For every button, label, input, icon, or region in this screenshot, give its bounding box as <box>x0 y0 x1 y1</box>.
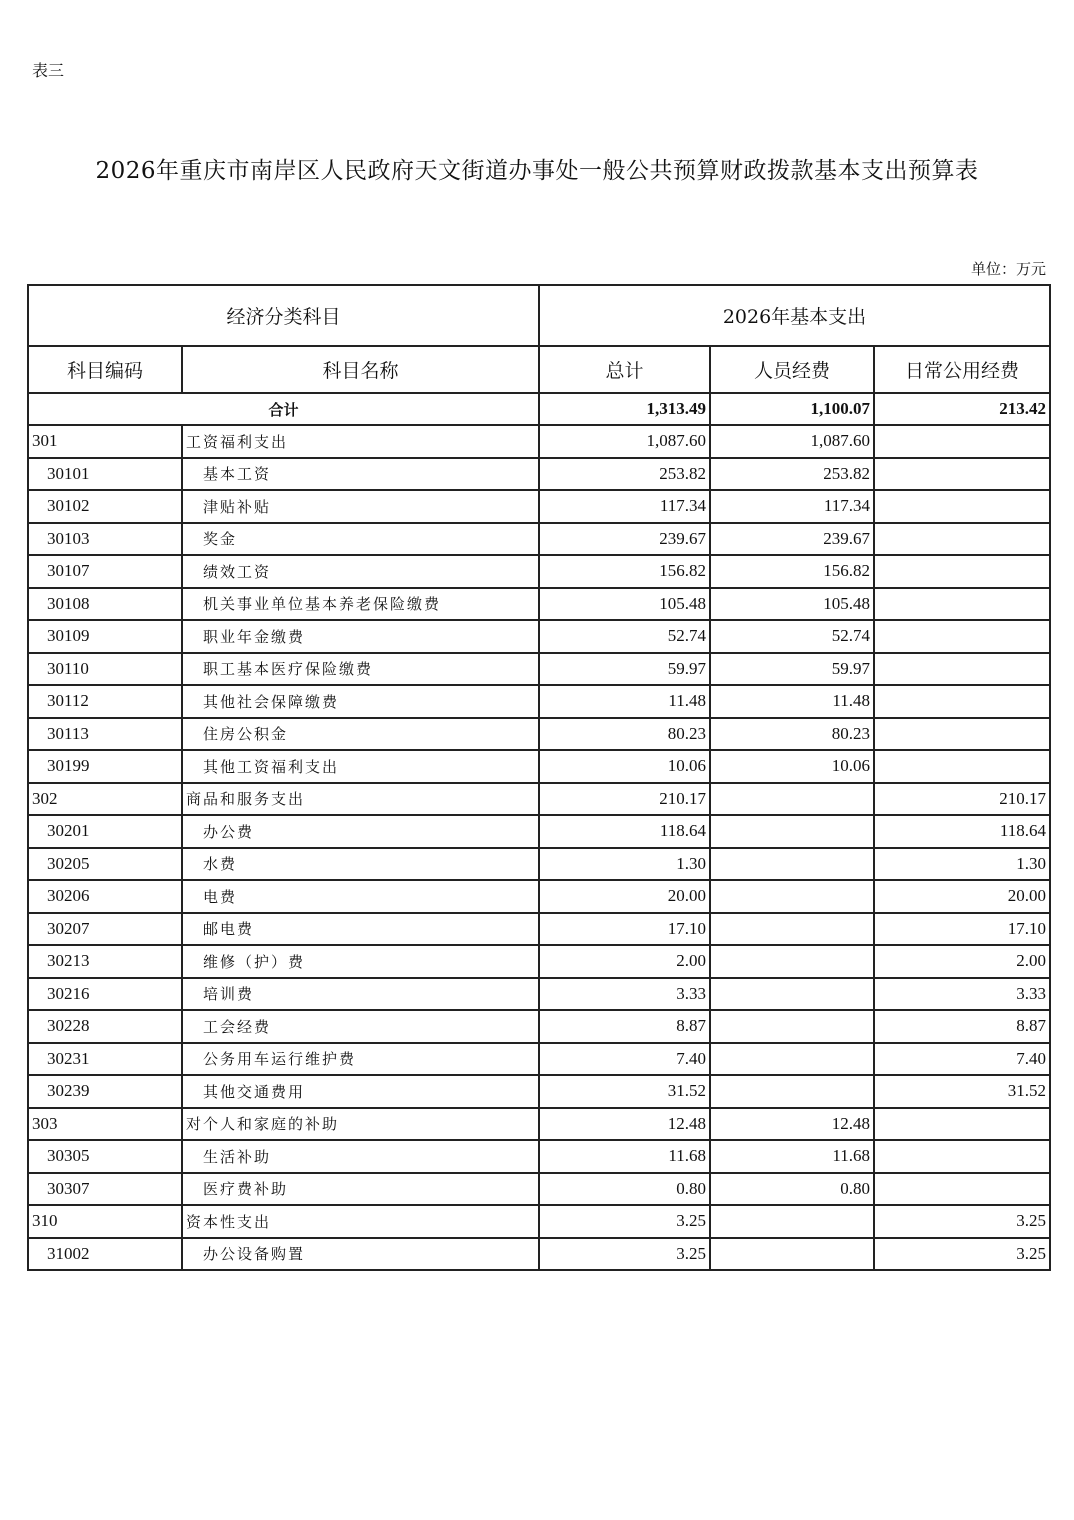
header-public: 日常公用经费 <box>874 346 1050 393</box>
row-name: 奖金 <box>182 523 539 556</box>
table-row <box>28 1238 1050 1271</box>
table-row <box>28 1173 1050 1206</box>
row-public: 3.33 <box>874 978 1050 1011</box>
row-public <box>874 685 1050 718</box>
row-name: 其他工资福利支出 <box>182 750 539 783</box>
row-public: 2.00 <box>874 945 1050 978</box>
row-name: 津贴补贴 <box>182 490 539 523</box>
row-public <box>874 1173 1050 1206</box>
row-name: 生活补助 <box>182 1140 539 1173</box>
row-public: 17.10 <box>874 913 1050 946</box>
table-row <box>28 880 1050 913</box>
row-public <box>874 490 1050 523</box>
row-code: 30206 <box>28 880 182 913</box>
row-name: 邮电费 <box>182 913 539 946</box>
row-public <box>874 1108 1050 1141</box>
header-row-columns <box>28 346 1050 393</box>
table-row <box>28 1140 1050 1173</box>
table-row <box>28 490 1050 523</box>
table-row <box>28 523 1050 556</box>
row-total: 2.00 <box>539 945 710 978</box>
row-total: 10.06 <box>539 750 710 783</box>
row-code: 30201 <box>28 815 182 848</box>
row-name: 工会经费 <box>182 1010 539 1043</box>
row-name: 对个人和家庭的补助 <box>182 1108 539 1141</box>
table-row <box>28 1043 1050 1076</box>
header-code: 科目编码 <box>28 346 182 393</box>
row-personnel: 117.34 <box>710 490 874 523</box>
row-name: 机关事业单位基本养老保险缴费 <box>182 588 539 621</box>
row-total: 156.82 <box>539 555 710 588</box>
row-total: 117.34 <box>539 490 710 523</box>
row-personnel <box>710 945 874 978</box>
row-code: 30231 <box>28 1043 182 1076</box>
row-total: 239.67 <box>539 523 710 556</box>
row-personnel <box>710 1205 874 1238</box>
table-row <box>28 718 1050 751</box>
row-name: 商品和服务支出 <box>182 783 539 816</box>
row-public: 20.00 <box>874 880 1050 913</box>
row-public: 118.64 <box>874 815 1050 848</box>
table-row <box>28 945 1050 978</box>
row-name: 培训费 <box>182 978 539 1011</box>
row-name: 办公费 <box>182 815 539 848</box>
header-personnel: 人员经费 <box>710 346 874 393</box>
row-name: 电费 <box>182 880 539 913</box>
row-code: 30109 <box>28 620 182 653</box>
row-public <box>874 1140 1050 1173</box>
table-label: 表三 <box>32 61 65 80</box>
budget-table <box>27 284 1051 1271</box>
row-total: 1.30 <box>539 848 710 881</box>
row-name: 办公设备购置 <box>182 1238 539 1271</box>
row-total: 105.48 <box>539 588 710 621</box>
table-row <box>28 685 1050 718</box>
row-personnel <box>710 1043 874 1076</box>
total-row <box>28 393 1050 425</box>
row-personnel: 0.80 <box>710 1173 874 1206</box>
row-personnel: 59.97 <box>710 653 874 686</box>
row-personnel: 80.23 <box>710 718 874 751</box>
row-personnel: 10.06 <box>710 750 874 783</box>
row-public: 210.17 <box>874 783 1050 816</box>
header-row-group <box>28 285 1050 346</box>
row-personnel: 105.48 <box>710 588 874 621</box>
row-name: 其他社会保障缴费 <box>182 685 539 718</box>
total-total: 1,313.49 <box>539 393 710 425</box>
row-personnel <box>710 815 874 848</box>
table-row <box>28 1108 1050 1141</box>
table-row <box>28 783 1050 816</box>
row-name: 公务用车运行维护费 <box>182 1043 539 1076</box>
row-code: 310 <box>28 1205 182 1238</box>
row-total: 0.80 <box>539 1173 710 1206</box>
row-name: 住房公积金 <box>182 718 539 751</box>
row-personnel <box>710 880 874 913</box>
row-total: 118.64 <box>539 815 710 848</box>
header-economic-category: 经济分类科目 <box>28 285 539 346</box>
row-total: 31.52 <box>539 1075 710 1108</box>
page-title: 2026年重庆市南岸区人民政府天文街道办事处一般公共预算财政拨款基本支出预算表 <box>95 158 979 184</box>
table-row <box>28 425 1050 458</box>
row-public: 3.25 <box>874 1205 1050 1238</box>
row-name: 基本工资 <box>182 458 539 491</box>
row-personnel <box>710 783 874 816</box>
row-code: 30108 <box>28 588 182 621</box>
row-total: 52.74 <box>539 620 710 653</box>
table-row <box>28 1010 1050 1043</box>
table-row <box>28 458 1050 491</box>
table-row <box>28 653 1050 686</box>
row-public: 1.30 <box>874 848 1050 881</box>
table-row <box>28 555 1050 588</box>
row-personnel: 1,087.60 <box>710 425 874 458</box>
total-label: 合计 <box>28 393 539 425</box>
row-name: 维修（护）费 <box>182 945 539 978</box>
row-name: 绩效工资 <box>182 555 539 588</box>
row-code: 30307 <box>28 1173 182 1206</box>
row-total: 17.10 <box>539 913 710 946</box>
table-row <box>28 815 1050 848</box>
row-code: 30102 <box>28 490 182 523</box>
header-basic-expenditure: 2026年基本支出 <box>539 285 1050 346</box>
table-row <box>28 1205 1050 1238</box>
row-total: 210.17 <box>539 783 710 816</box>
row-personnel <box>710 913 874 946</box>
row-total: 12.48 <box>539 1108 710 1141</box>
table-row <box>28 750 1050 783</box>
row-public <box>874 425 1050 458</box>
table-row <box>28 588 1050 621</box>
row-public <box>874 555 1050 588</box>
row-total: 1,087.60 <box>539 425 710 458</box>
row-personnel <box>710 1075 874 1108</box>
table-row <box>28 913 1050 946</box>
row-public <box>874 750 1050 783</box>
row-code: 30103 <box>28 523 182 556</box>
row-public: 31.52 <box>874 1075 1050 1108</box>
row-personnel: 156.82 <box>710 555 874 588</box>
row-code: 30101 <box>28 458 182 491</box>
table-row <box>28 1075 1050 1108</box>
row-public <box>874 718 1050 751</box>
row-personnel <box>710 978 874 1011</box>
row-public <box>874 523 1050 556</box>
row-code: 302 <box>28 783 182 816</box>
row-code: 30213 <box>28 945 182 978</box>
row-public: 3.25 <box>874 1238 1050 1271</box>
row-personnel <box>710 1010 874 1043</box>
row-personnel <box>710 848 874 881</box>
row-public: 8.87 <box>874 1010 1050 1043</box>
row-name: 职业年金缴费 <box>182 620 539 653</box>
row-personnel: 11.48 <box>710 685 874 718</box>
row-name: 资本性支出 <box>182 1205 539 1238</box>
row-total: 8.87 <box>539 1010 710 1043</box>
header-total: 总计 <box>539 346 710 393</box>
row-public: 7.40 <box>874 1043 1050 1076</box>
row-name: 其他交通费用 <box>182 1075 539 1108</box>
row-total: 7.40 <box>539 1043 710 1076</box>
row-total: 20.00 <box>539 880 710 913</box>
row-total: 3.25 <box>539 1238 710 1271</box>
row-code: 30205 <box>28 848 182 881</box>
row-code: 30216 <box>28 978 182 1011</box>
row-personnel: 12.48 <box>710 1108 874 1141</box>
row-personnel: 239.67 <box>710 523 874 556</box>
row-public <box>874 620 1050 653</box>
total-personnel: 1,100.07 <box>710 393 874 425</box>
row-total: 11.68 <box>539 1140 710 1173</box>
row-name: 职工基本医疗保险缴费 <box>182 653 539 686</box>
row-code: 30110 <box>28 653 182 686</box>
row-code: 30112 <box>28 685 182 718</box>
row-total: 11.48 <box>539 685 710 718</box>
row-code: 301 <box>28 425 182 458</box>
row-name: 水费 <box>182 848 539 881</box>
row-code: 30239 <box>28 1075 182 1108</box>
row-code: 30113 <box>28 718 182 751</box>
row-personnel: 52.74 <box>710 620 874 653</box>
row-total: 59.97 <box>539 653 710 686</box>
total-public: 213.42 <box>874 393 1050 425</box>
row-code: 30207 <box>28 913 182 946</box>
row-personnel: 253.82 <box>710 458 874 491</box>
row-code: 30199 <box>28 750 182 783</box>
row-code: 31002 <box>28 1238 182 1271</box>
row-personnel <box>710 1238 874 1271</box>
row-public <box>874 588 1050 621</box>
row-code: 303 <box>28 1108 182 1141</box>
row-public <box>874 458 1050 491</box>
row-name: 医疗费补助 <box>182 1173 539 1206</box>
row-name: 工资福利支出 <box>182 425 539 458</box>
table-row <box>28 620 1050 653</box>
table-row <box>28 848 1050 881</box>
header-name: 科目名称 <box>182 346 539 393</box>
row-total: 3.25 <box>539 1205 710 1238</box>
row-total: 3.33 <box>539 978 710 1011</box>
row-total: 253.82 <box>539 458 710 491</box>
unit-label: 单位：万元 <box>970 260 1046 278</box>
row-total: 80.23 <box>539 718 710 751</box>
row-code: 30107 <box>28 555 182 588</box>
row-code: 30305 <box>28 1140 182 1173</box>
row-code: 30228 <box>28 1010 182 1043</box>
table-row <box>28 978 1050 1011</box>
row-public <box>874 653 1050 686</box>
row-personnel: 11.68 <box>710 1140 874 1173</box>
